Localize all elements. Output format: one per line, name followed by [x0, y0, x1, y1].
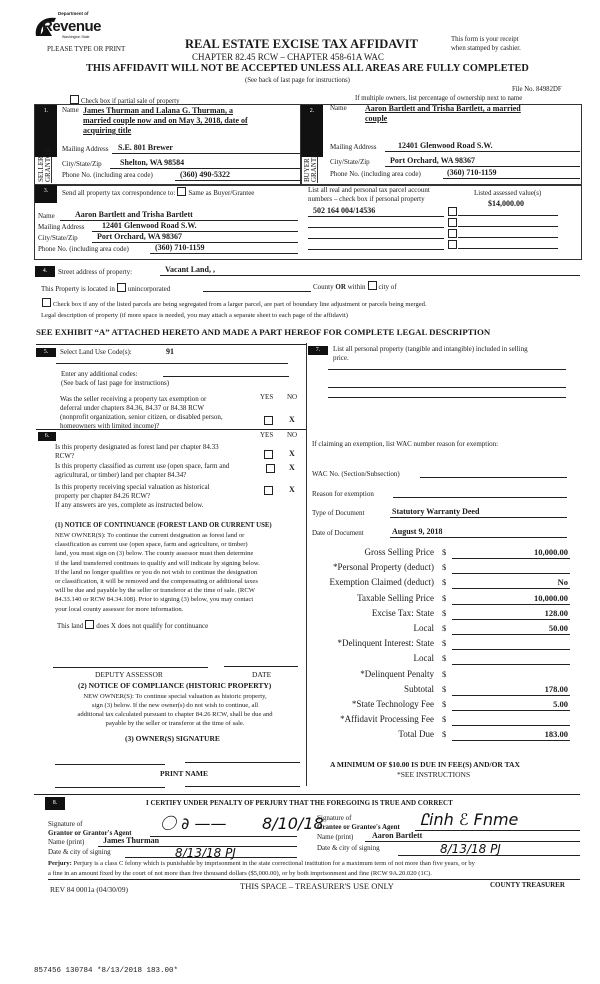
- s5-q1: (nonprofit organization, senior citizen, or disabled person,: [60, 413, 223, 421]
- legal-description-label: Legal description of property (if more space is needed, you may attach a separate sheet to each page of the affidavit): [41, 312, 348, 319]
- partial-sale-label: Check box if partial sale of property: [81, 98, 180, 105]
- amount-row: [310, 714, 572, 728]
- seller-address-label: Mailing Address: [62, 145, 109, 153]
- seller-phone-label: Phone No. (including area code): [62, 171, 153, 179]
- notice-line: NEW OWNER(S): To continue the current designation as forest land or: [55, 532, 245, 539]
- s6-q1: RCW?: [55, 452, 75, 460]
- assessor-date-label: DATE: [252, 670, 272, 679]
- amount-row: [310, 653, 572, 667]
- section-1-badge: 1.: [35, 105, 57, 157]
- currency-sign: $: [442, 577, 447, 588]
- s5-q1: homeowners with limited income)?: [60, 422, 160, 430]
- certify-statement: I CERTIFY UNDER PENALTY OF PERJURY THAT THE FOREGOING IS TRUE AND CORRECT: [146, 799, 453, 807]
- seller-address[interactable]: S.E. 801 Brewer: [118, 143, 173, 152]
- notice-line: 84.33.140 or RCW 84.34.108). Prior to signing (3) below, you may contact: [55, 596, 254, 604]
- section-3-badge: 3.: [35, 185, 57, 203]
- seller-city-label: City/State/Zip: [62, 160, 102, 168]
- seller-name-line1[interactable]: James Thurman and Lalana G. Thurman, a: [83, 106, 233, 115]
- notice-line: NEW OWNER(S): To continue special valuation as historic property,: [83, 693, 267, 700]
- notice-compliance-body: [50, 692, 300, 728]
- notice-line: payable by the seller or transferor at the time of sale.: [105, 720, 245, 727]
- section-8-badge: 8.: [45, 797, 65, 810]
- s5-yes-header: YES: [260, 393, 274, 401]
- notice-line: will be due and payable by the seller or transferor at the time of sale. (RCW: [55, 587, 255, 595]
- unincorporated-checkbox[interactable]: [117, 283, 126, 292]
- s6-yes-header: YES: [260, 431, 274, 439]
- deputy-assessor-label: DEPUTY ASSESSOR: [95, 670, 163, 679]
- document-type[interactable]: Statutory Warranty Deed: [392, 507, 480, 516]
- amount-row: [310, 684, 572, 698]
- amount-label: Subtotal: [403, 683, 434, 694]
- notice-line: additional tax calculated pursuant to chapter 84.26 RCW, shall be due and: [77, 711, 273, 718]
- land-use-label: Select Land Use Code(s):: [60, 348, 132, 356]
- amount-value[interactable]: 178.00: [544, 683, 568, 694]
- street-address[interactable]: Vacant Land, ,: [165, 265, 215, 274]
- personal-property-label: price.: [333, 354, 349, 362]
- reason-label: Reason for exemption: [312, 490, 374, 498]
- grantor-date-label: Date & city of signing: [48, 848, 111, 856]
- logo-state: Washington State: [62, 35, 90, 39]
- amount-value[interactable]: 10,000.00: [534, 592, 568, 603]
- amount-row: [310, 593, 572, 607]
- send-correspondence: Send all property tax correspondence to: Same as Buyer/Grantee: [62, 189, 255, 197]
- notice-line: land, you must sign on (3) below. The county assessor must then determine: [55, 550, 254, 558]
- section-6-badge: 6.: [38, 432, 56, 441]
- dor-logo: [32, 11, 102, 46]
- s6-q3: Is this property receiving special valuation as historical: [55, 483, 210, 491]
- multiple-owners-note: If multiple owners, list percentage of ownership next to name: [355, 95, 523, 102]
- amount-label: *Delinquent Interest: State: [337, 638, 434, 649]
- grantor-signature-label: Grantor or Grantor's Agent: [48, 829, 132, 837]
- s5-q1-yes-checkbox[interactable]: [264, 416, 273, 425]
- notice-continuance-body: [55, 531, 305, 614]
- notice-line: If the land no longer qualifies or you do not wish to continue the designation: [55, 568, 258, 576]
- notice-continuance-title: (1) NOTICE OF CONTINUANCE (FOREST LAND OR CURRENT USE): [55, 522, 272, 529]
- amount-value[interactable]: 10,000.00: [534, 547, 568, 557]
- land-use-code[interactable]: 91: [166, 347, 174, 356]
- currency-sign: $: [442, 562, 447, 573]
- s3-city-label: City/State/Zip: [38, 234, 78, 242]
- logo-dept: Department of: [58, 11, 89, 16]
- amount-row: [310, 608, 572, 622]
- currency-sign: $: [442, 653, 447, 664]
- amount-value[interactable]: No: [557, 577, 568, 588]
- buyer-name-line2[interactable]: couple: [365, 114, 388, 123]
- currency-sign: $: [442, 714, 447, 725]
- buyer-address[interactable]: 12401 Glenwood Road S.W.: [398, 141, 493, 150]
- treasurer-space-label: THIS SPACE – TREASURER'S USE ONLY: [240, 881, 394, 891]
- owner-signature-label: (3) OWNER(S) SIGNATURE: [125, 734, 220, 743]
- assessed-value[interactable]: $14,000.00: [488, 199, 524, 208]
- grantee-signature-label: Grantee or Grantee's Agent: [317, 823, 400, 831]
- wac-label: WAC No. (Section/Subsection): [312, 470, 400, 478]
- property-location: This Property is located in unincorporated: [41, 285, 171, 293]
- s6-instructions: If any answers are yes, complete as instructed below.: [55, 501, 204, 509]
- buyer-name-label: Name: [330, 104, 347, 112]
- section-2-badge: 2.: [301, 105, 323, 157]
- s6-q2: Is this property classified as current use (open space, farm and: [55, 462, 230, 470]
- currency-sign: $: [442, 638, 447, 649]
- grantor-signature-label: Signature of: [48, 820, 83, 828]
- s6-q2: agricultural, or timber) land per chapter 84.34?: [55, 471, 187, 479]
- minimum-due-note: A MINIMUM OF $10.00 IS DUE IN FEE(S) AND/OR TAX: [330, 760, 520, 769]
- receipt-note-1: This form is your receipt: [451, 36, 519, 43]
- s6-q3-no-mark[interactable]: X: [289, 485, 295, 494]
- amount-label: *Personal Property (deduct): [333, 562, 434, 573]
- notice-line: classification as current use (open space, farm and agriculture, or timber): [55, 541, 248, 549]
- s3-city[interactable]: Port Orchard, WA 98367: [97, 232, 183, 241]
- amount-value[interactable]: 50.00: [548, 623, 568, 633]
- warning-heading: THIS AFFIDAVIT WILL NOT BE ACCEPTED UNLESS ALL AREAS ARE FULLY COMPLETED: [86, 63, 529, 74]
- s5-q1: Was the seller receiving a property tax exemption or: [60, 395, 207, 403]
- seller-name-line2[interactable]: married couple now and on May 3, 2018, date of: [83, 116, 248, 125]
- buyer-phone[interactable]: (360) 710-1159: [447, 168, 497, 177]
- buyer-city[interactable]: Port Orchard, WA 98367: [390, 156, 476, 165]
- currency-sign: $: [442, 683, 447, 694]
- s6-q1-no-mark[interactable]: X: [289, 449, 295, 458]
- s6-q2-yes-checkbox[interactable]: [266, 464, 275, 473]
- segregated-checkbox[interactable]: Check box if any of the listed parcels are being segregated from a larger parcel, are part of boundary line adjustment or parcels being merged.: [40, 298, 427, 308]
- notice-line: or classification, it will be removed and the compensating or additional taxes: [55, 578, 258, 586]
- s3-phone-label: Phone No. (including area code): [38, 245, 129, 253]
- parcel-number[interactable]: 502 164 004/14536: [313, 206, 376, 215]
- notice-compliance-title: (2) NOTICE OF COMPLIANCE (HISTORIC PROPERTY): [78, 681, 272, 690]
- personal-property-checkbox[interactable]: [448, 229, 457, 238]
- document-type-label: Type of Document: [312, 509, 365, 517]
- form-title: REAL ESTATE EXCISE TAX AFFIDAVIT: [185, 37, 418, 51]
- s3-name[interactable]: Aaron Bartlett and Trisha Bartlett: [75, 210, 193, 219]
- buyer-side-label: BUYER GRANTEE: [303, 149, 318, 182]
- exemption-label: If claiming an exemption, list WAC number reason for exemption:: [312, 440, 499, 448]
- document-date-label: Date of Document: [312, 529, 364, 537]
- cashier-stamp: 857456 130784 *8/13/2018 183.00*: [34, 967, 179, 975]
- amount-row: [310, 577, 572, 591]
- amount-label: *Delinquent Penalty: [360, 668, 434, 679]
- currency-sign: $: [442, 623, 447, 633]
- buyer-city-label: City/State/Zip: [330, 158, 370, 166]
- amount-row: [310, 547, 572, 561]
- seller-city[interactable]: Shelton, WA 98584: [120, 158, 185, 167]
- qualify-continuance: This land does X does not qualify for continuance: [57, 622, 209, 630]
- amount-row: [310, 669, 572, 683]
- amount-label: Exemption Claimed (deduct): [329, 577, 434, 588]
- amount-row: [310, 699, 572, 713]
- receipt-note-2: when stamped by cashier.: [451, 45, 521, 52]
- grantor-name-label: Name (print): [48, 838, 85, 846]
- amount-row: [310, 638, 572, 652]
- s6-q1-yes-checkbox[interactable]: [264, 450, 273, 459]
- amount-value[interactable]: 183.00: [544, 729, 568, 740]
- amount-label: *Affidavit Processing Fee: [340, 714, 434, 725]
- see-instructions: *SEE INSTRUCTIONS: [397, 770, 471, 779]
- file-number: File No. 84982DF: [512, 86, 562, 93]
- additional-codes-note: (See back of last page for instructions): [61, 379, 170, 387]
- s3-phone[interactable]: (360) 710-1159: [155, 243, 205, 252]
- personal-property-checkbox[interactable]: [448, 207, 457, 216]
- s6-q3-yes-checkbox[interactable]: [264, 486, 273, 495]
- notice-line: sign (3) below. If the new owner(s) do not wish to continue, all: [91, 702, 259, 709]
- s5-q1: deferral under chapters 84.36, 84.37 or 84.38 RCW: [60, 404, 205, 412]
- perjury-line-1: Perjury: Perjury is a class C felony which is punishable by imprisonment in the state correctional institution for a maximum term of not more than five years, or by: [48, 860, 475, 867]
- amount-label: Local: [413, 623, 434, 633]
- s6-q2-no-mark[interactable]: X: [289, 463, 295, 472]
- grantee-name[interactable]: Aaron Bartlett: [372, 831, 423, 840]
- s5-no-header: NO: [287, 393, 298, 401]
- personal-property-checkbox[interactable]: [448, 240, 457, 249]
- notice-line: your local county assessor for more information.: [55, 605, 184, 613]
- currency-sign: $: [442, 699, 447, 709]
- does-qualify-checkbox[interactable]: [85, 620, 94, 629]
- exhibit-reference: SEE EXHIBIT “A” ATTACHED HERETO AND MADE A PART HEREOF FOR COMPLETE LEGAL DESCRIPTION: [36, 327, 491, 337]
- s3-address[interactable]: 12401 Glenwood Road S.W.: [102, 221, 197, 230]
- see-back: (See back of last page for instructions): [245, 77, 350, 84]
- section-7-badge: 7.: [308, 346, 328, 355]
- same-as-buyer-checkbox[interactable]: [177, 187, 186, 196]
- seller-side-label: SELLER GRANTOR: [37, 148, 52, 182]
- s5-q1-no-mark[interactable]: X: [289, 415, 295, 424]
- county-or-city: County OR within city of: [313, 283, 397, 291]
- section-4-badge: 4.: [35, 266, 55, 277]
- grantor-signature-date: 8/10/18: [262, 814, 324, 833]
- buyer-name-line1[interactable]: Aaron Bartlett and Trisha Bartlett, a married: [365, 104, 521, 113]
- buyer-address-label: Mailing Address: [330, 143, 377, 151]
- amounts-table: [310, 547, 572, 747]
- print-name-label: PRINT NAME: [160, 769, 208, 778]
- seller-phone[interactable]: (360) 490-5322: [180, 170, 230, 179]
- section-5-badge: 5.: [36, 348, 56, 357]
- amount-label: Taxable Selling Price: [357, 592, 434, 603]
- amount-label: Excise Tax: State: [371, 607, 434, 618]
- personal-property-checkbox[interactable]: [448, 218, 457, 227]
- seller-name-line3[interactable]: acquiring title: [83, 126, 132, 135]
- parcel-label-1: List all real and personal tax parcel account: [308, 186, 430, 194]
- grantee-date[interactable]: 8/13/18 PJ: [440, 842, 501, 856]
- chapter-line: CHAPTER 82.45 RCW – CHAPTER 458-61A WAC: [192, 52, 384, 62]
- logo-word: Revenue: [42, 18, 102, 35]
- currency-sign: $: [442, 592, 447, 603]
- grantee-signature[interactable]: Ꮭinh ℰ Fnme: [420, 810, 519, 829]
- county-treasurer-label: COUNTY TREASURER: [490, 881, 565, 889]
- notice-line: if the land transferred continues to qualify and will indicate by signing below.: [55, 559, 260, 567]
- additional-codes-label: Enter any additional codes:: [61, 370, 138, 378]
- grantee-name-label: Name (print): [317, 833, 354, 841]
- city-checkbox[interactable]: [368, 281, 377, 290]
- grantee-date-label: Date & city of signing: [317, 844, 380, 852]
- currency-sign: $: [442, 668, 447, 679]
- amount-label: Local: [413, 653, 434, 664]
- grantor-date[interactable]: 8/13/18 PJ: [175, 846, 236, 860]
- seller-name-label: Name: [62, 106, 79, 114]
- buyer-phone-label: Phone No. (including area code): [330, 170, 421, 178]
- assessed-label: Listed assessed value(s): [474, 189, 542, 197]
- currency-sign: $: [442, 607, 447, 618]
- s6-q3: property per chapter 84.26 RCW?: [55, 492, 151, 500]
- amount-value[interactable]: 5.00: [553, 699, 568, 709]
- currency-sign: $: [442, 547, 447, 557]
- please-type: PLEASE TYPE OR PRINT: [47, 45, 126, 53]
- amount-label: *State Technology Fee: [351, 699, 434, 709]
- form-revision: REV 84 0001a (04/30/09): [50, 885, 128, 894]
- amount-label: Gross Selling Price: [364, 547, 434, 557]
- parcel-label-2: numbers – check box if personal property: [308, 195, 425, 203]
- street-label: Street address of property:: [58, 268, 133, 276]
- s3-address-label: Mailing Address: [38, 223, 85, 231]
- amount-label: Total Due: [398, 729, 434, 740]
- amount-row: [310, 562, 572, 576]
- s6-q1: Is this property designated as forest land per chapter 84.33: [55, 443, 219, 451]
- amount-value[interactable]: 128.00: [544, 607, 568, 618]
- document-date[interactable]: August 9, 2018: [392, 527, 443, 536]
- s3-name-label: Name: [38, 212, 55, 220]
- grantor-signature[interactable]: 〇 ∂ ——: [160, 814, 227, 833]
- amount-row: [310, 729, 572, 743]
- grantee-signature-label: Signature of: [317, 814, 352, 822]
- s6-no-header: NO: [287, 431, 298, 439]
- personal-property-label: List all personal property (tangible and intangible) included in selling: [333, 345, 528, 353]
- currency-sign: $: [442, 729, 447, 740]
- amount-row: [310, 623, 572, 637]
- grantor-name[interactable]: James Thurman: [103, 836, 160, 845]
- perjury-line-2: a fine in an amount fixed by the court of not more than five thousand dollars ($5,000.00), or by both imprisonment and fine (RCW 9A.20.020 (1C).: [48, 870, 432, 877]
